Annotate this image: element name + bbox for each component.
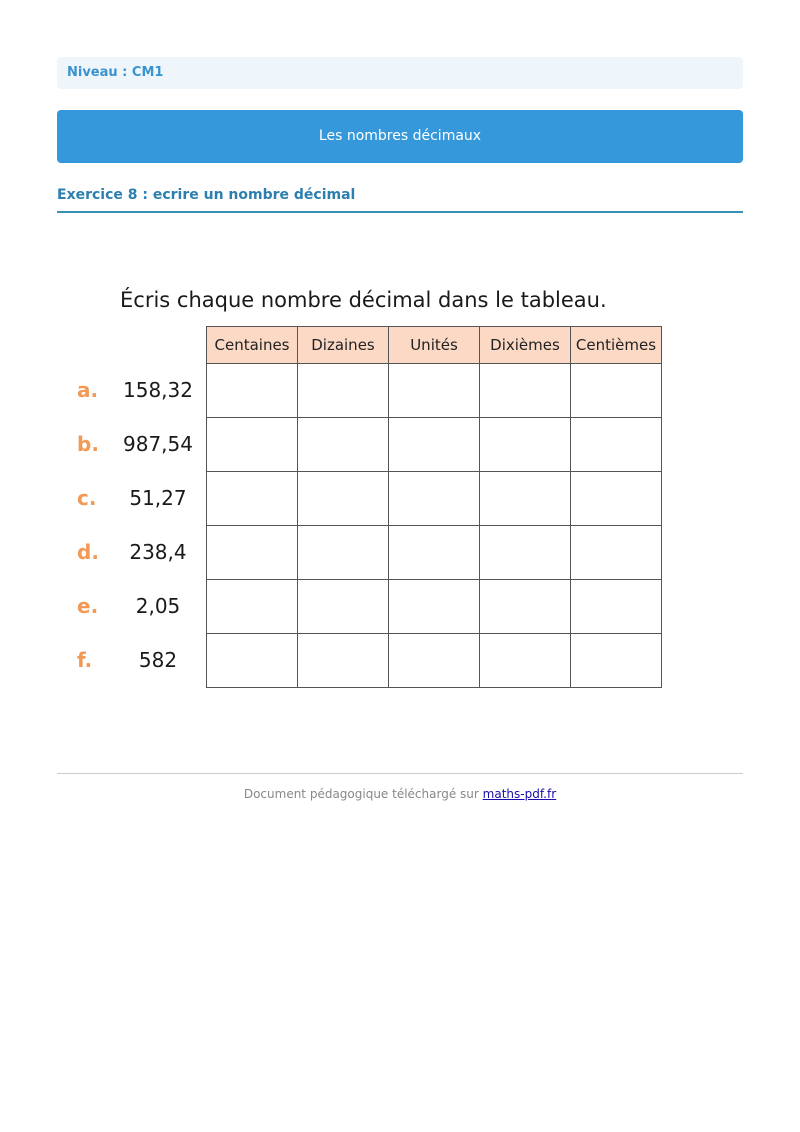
column-header-dixiemes: Dixièmes [480, 327, 571, 364]
footer [57, 787, 743, 801]
table-row [207, 634, 662, 688]
table-cell[interactable] [389, 580, 480, 634]
table-cell[interactable] [571, 364, 662, 418]
table-row [207, 364, 662, 418]
column-header-dizaines: Dizaines [298, 327, 389, 364]
row-letter: b. [77, 432, 99, 456]
table-cell[interactable] [389, 526, 480, 580]
row-label-a [77, 363, 207, 417]
row-number: 238,4 [129, 540, 187, 564]
row-letter: f. [77, 648, 93, 672]
table-cell[interactable] [207, 472, 298, 526]
table-cell[interactable] [298, 526, 389, 580]
table-cell[interactable] [571, 418, 662, 472]
table-cell[interactable] [298, 634, 389, 688]
level-banner [57, 57, 743, 89]
table-cell[interactable] [389, 472, 480, 526]
row-label-b [77, 417, 207, 471]
table-cell[interactable] [480, 580, 571, 634]
column-header-unites: Unités [389, 327, 480, 364]
row-letter: a. [77, 378, 99, 402]
table-cell[interactable] [571, 634, 662, 688]
table-cell[interactable] [389, 634, 480, 688]
table-cell[interactable] [207, 418, 298, 472]
table-cell[interactable] [480, 634, 571, 688]
row-label-f [77, 633, 207, 687]
row-number: 158,32 [123, 378, 193, 402]
row-letter: e. [77, 594, 99, 618]
table-cell[interactable] [571, 580, 662, 634]
row-number: 51,27 [129, 486, 187, 510]
row-letter: c. [77, 486, 97, 510]
table-row [207, 526, 662, 580]
table-cell[interactable] [207, 364, 298, 418]
table-cell[interactable] [298, 472, 389, 526]
table-cell[interactable] [298, 580, 389, 634]
table-cell[interactable] [480, 472, 571, 526]
footer-divider [57, 773, 743, 774]
table-cell[interactable] [207, 526, 298, 580]
table-cell[interactable] [389, 364, 480, 418]
row-letter: d. [77, 540, 99, 564]
table-cell[interactable] [207, 580, 298, 634]
table-cell[interactable] [298, 364, 389, 418]
table-cell[interactable] [480, 364, 571, 418]
exercise-title: Exercice 8 : ecrire un nombre décimal [57, 184, 743, 213]
table-cell[interactable] [298, 418, 389, 472]
table-row [207, 580, 662, 634]
table-cell[interactable] [480, 418, 571, 472]
table-cell[interactable] [480, 526, 571, 580]
table-cell[interactable] [571, 472, 662, 526]
table-cell[interactable] [389, 418, 480, 472]
row-label-e [77, 579, 207, 633]
footer-link[interactable]: maths-pdf.fr [482, 787, 557, 801]
row-number: 2,05 [135, 594, 181, 618]
column-header-centaines: Centaines [207, 327, 298, 364]
row-number: 582 [138, 648, 178, 672]
row-number: 987,54 [123, 432, 193, 456]
table-cell[interactable] [207, 634, 298, 688]
table-row [207, 418, 662, 472]
level-label: Niveau : CM1 [67, 65, 164, 80]
title-banner [57, 110, 743, 163]
table-row [207, 472, 662, 526]
page-title: Les nombres décimaux [318, 128, 482, 144]
row-label-d [77, 525, 207, 579]
place-value-table [206, 326, 662, 688]
row-label-c [77, 471, 207, 525]
instruction-text: Écris chaque nombre décimal dans le tableau. [120, 288, 607, 312]
footer-text: Document pédagogique téléchargé sur [243, 787, 479, 801]
column-header-centiemes: Centièmes [571, 327, 662, 364]
table-cell[interactable] [571, 526, 662, 580]
table-header-row [207, 327, 662, 364]
